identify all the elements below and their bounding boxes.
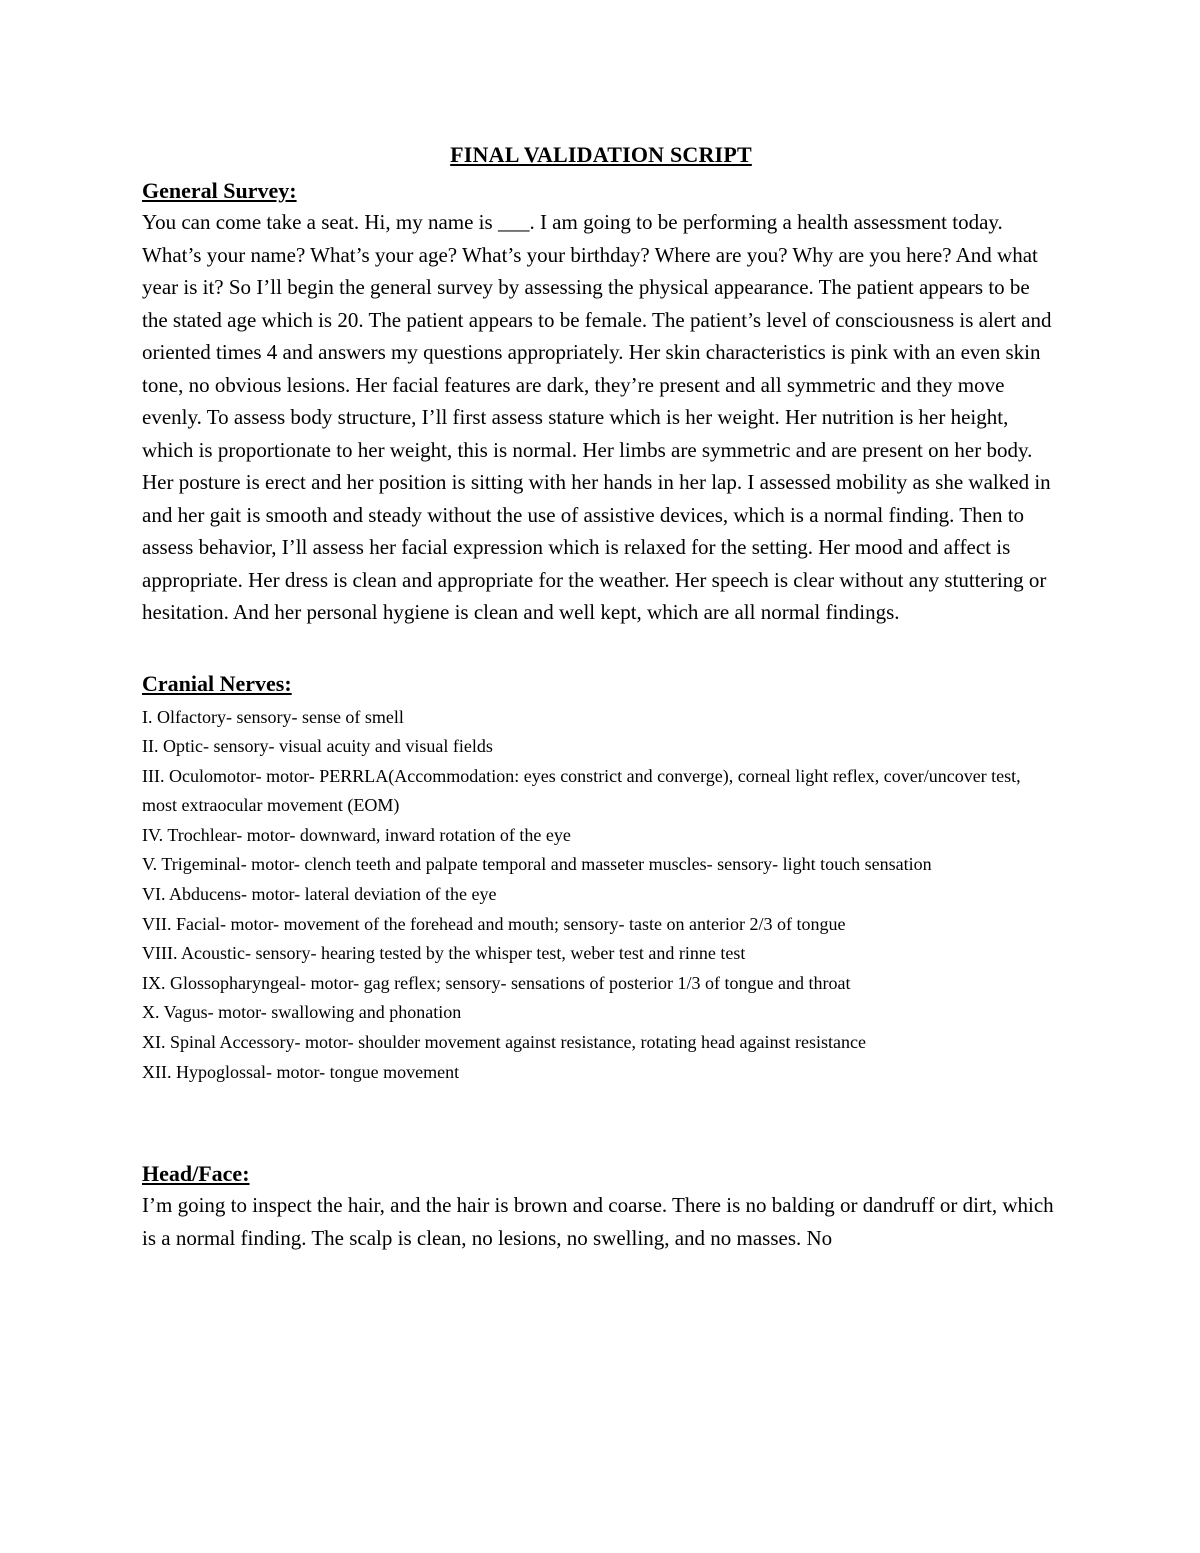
cranial-nerve-item: XI. Spinal Accessory- motor- shoulder movement against resistance, rotating head against resistance xyxy=(142,1032,866,1053)
head-face-section xyxy=(142,1159,1060,1254)
cranial-nerve-item: VI. Abducens- motor- lateral deviation of the eye xyxy=(142,884,497,905)
cranial-nerve-item: I. Olfactory- sensory- sense of smell xyxy=(142,706,404,727)
general-survey-section xyxy=(142,176,1060,629)
cranial-nerve-item: IV. Trochlear- motor- downward, inward rotation of the eye xyxy=(142,824,571,845)
cranial-nerve-item: VII. Facial- motor- movement of the forehead and mouth; sensory- taste on anterior 2/3 of tongue xyxy=(142,913,846,934)
head-face-heading: Head/Face: xyxy=(142,1161,250,1187)
cranial-nerve-item: III. Oculomotor- motor- PERRLA(Accommodation: eyes constrict and converge), corneal light reflex, cover/uncover test, most extraocular movement (EOM) xyxy=(142,765,1021,816)
general-survey-paragraph: You can come take a seat. Hi, my name is ___. I am going to be performing a health assessment today. What’s your name? What’s your age? What’s your birthday? Where are you? Why are you here? And what year is it? So I’ll begin the general survey by assessing the physical appearance. The patient appears to be the stated age which is 20. The patient appears to be female. The patient’s level of consciousness is alert and oriented times 4 and answers my questions appropriately. Her skin characteristics is pink with an even skin tone, no obvious lesions. Her facial features are dark, they’re present and all symmetric and they move evenly. To assess body structure, I’ll first assess stature which is her weight. Her nutrition is her height, which is proportionate to her weight, this is normal. Her limbs are symmetric and are present on her body. Her posture is erect and her position is sitting with her hands in her lap. I assessed mobility as she walked in and her gait is smooth and steady without the use of assistive devices, which is a normal finding. Then to assess behavior, I’ll assess her facial expression which is relaxed for the setting. Her mood and affect is appropriate. Her dress is clean and appropriate for the weather. Her speech is clear without any stuttering or hesitation. And her personal hygiene is clean and well kept, which are all normal findings. xyxy=(142,210,1052,624)
cranial-nerves-section xyxy=(142,669,1060,1088)
general-survey-heading: General Survey: xyxy=(142,178,297,203)
section-spacer xyxy=(142,629,1060,669)
cranial-nerves-list xyxy=(142,703,1060,1088)
cranial-nerve-item: IX. Glossopharyngeal- motor- gag reflex; sensory- sensations of posterior 1/3 of tongue and throat xyxy=(142,972,851,993)
cranial-nerve-item: X. Vagus- motor- swallowing and phonation xyxy=(142,1002,462,1023)
cranial-nerve-item: VIII. Acoustic- sensory- hearing tested by the whisper test, weber test and rinne test xyxy=(142,943,746,964)
cranial-nerve-item: II. Optic- sensory- visual acuity and visual fields xyxy=(142,736,493,757)
document-page xyxy=(142,140,1060,1254)
head-face-paragraph: I’m going to inspect the hair, and the hair is brown and coarse. There is no balding or dandruff or dirt, which is a normal finding. The scalp is clean, no lesions, no swelling, and no masses. No xyxy=(142,1193,1054,1250)
section-spacer xyxy=(142,1087,1060,1159)
cranial-nerve-item: V. Trigeminal- motor- clench teeth and palpate temporal and masseter muscles- sensory- light touch sensation xyxy=(142,854,932,875)
cranial-nerve-item: XII. Hypoglossal- motor- tongue movement xyxy=(142,1061,460,1082)
document-title: FINAL VALIDATION SCRIPT xyxy=(450,142,752,167)
cranial-nerves-heading: Cranial Nerves: xyxy=(142,670,292,696)
